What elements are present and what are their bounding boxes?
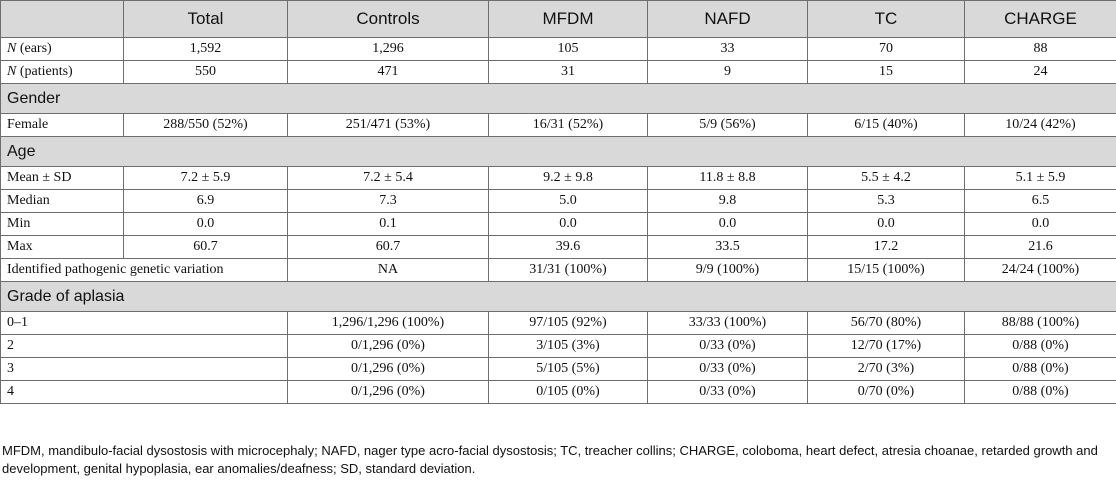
table-row-min — [1, 213, 1116, 236]
row-label: 3 — [1, 358, 288, 381]
table-cell: 9 — [648, 61, 808, 84]
table-row-female — [1, 114, 1116, 137]
table-cell: 33/33 (100%) — [648, 312, 808, 335]
table-cell: 0/33 (0%) — [648, 381, 808, 404]
table-cell: 31/31 (100%) — [489, 259, 648, 282]
table-cell: 39.6 — [489, 236, 648, 259]
table-cell: 21.6 — [965, 236, 1116, 259]
table-cell: 0.1 — [288, 213, 489, 236]
table-cell: 9.2 ± 9.8 — [489, 167, 648, 190]
table-cell: 7.2 ± 5.4 — [288, 167, 489, 190]
table-cell: 9.8 — [648, 190, 808, 213]
table-cell: 5.1 ± 5.9 — [965, 167, 1116, 190]
table-cell: 0.0 — [648, 213, 808, 236]
table-cell: 9/9 (100%) — [648, 259, 808, 282]
section-row-gender — [1, 84, 1116, 114]
section-heading-aplasia: Grade of aplasia — [1, 282, 1116, 312]
table-cell: 6/15 (40%) — [808, 114, 965, 137]
row-label: Min — [1, 213, 124, 236]
table-row-grade-2 — [1, 335, 1116, 358]
table-cell: 0.0 — [965, 213, 1116, 236]
row-label: 4 — [1, 381, 288, 404]
table-cell: 0/1,296 (0%) — [288, 358, 489, 381]
table-cell: 33.5 — [648, 236, 808, 259]
table-footnote: MFDM, mandibulo-facial dysostosis with microcephaly; NAFD, nager type acro-facial dysostosis; TC, treacher collins; CHARGE, coloboma, heart defect, atresia choanae, retarded growth and development, genital hypoplasia, ear anomalies/deafness; SD, standard deviation. — [2, 443, 1098, 476]
table-cell: 471 — [288, 61, 489, 84]
table-cell: 105 — [489, 38, 648, 61]
table-cell: 251/471 (53%) — [288, 114, 489, 137]
row-label: Female — [1, 114, 124, 137]
table-cell: 7.2 ± 5.9 — [124, 167, 288, 190]
table-cell: 0.0 — [808, 213, 965, 236]
table-cell: 16/31 (52%) — [489, 114, 648, 137]
table-cell: 0/88 (0%) — [965, 358, 1116, 381]
table-cell: 0/33 (0%) — [648, 358, 808, 381]
table-row-grade-3 — [1, 358, 1116, 381]
table-cell: 0/88 (0%) — [965, 335, 1116, 358]
table-row-n-ears — [1, 38, 1116, 61]
table-cell: 0.0 — [489, 213, 648, 236]
table-cell: 0/88 (0%) — [965, 381, 1116, 404]
table-cell: 97/105 (92%) — [489, 312, 648, 335]
header-tc: TC — [808, 1, 965, 38]
table-cell: 0/70 (0%) — [808, 381, 965, 404]
table-cell: 7.3 — [288, 190, 489, 213]
table-cell: 15 — [808, 61, 965, 84]
table-cell: 1,592 — [124, 38, 288, 61]
table-cell: 2/70 (3%) — [808, 358, 965, 381]
table-cell: 60.7 — [124, 236, 288, 259]
table-row-grade-4 — [1, 381, 1116, 404]
row-label: N (patients) — [1, 61, 124, 84]
table-cell: NA — [288, 259, 489, 282]
row-label: 2 — [1, 335, 288, 358]
table-cell: 0/1,296 (0%) — [288, 381, 489, 404]
section-row-age — [1, 137, 1116, 167]
table-cell: 12/70 (17%) — [808, 335, 965, 358]
table-cell: 6.9 — [124, 190, 288, 213]
row-label: Identified pathogenic genetic variation — [1, 259, 288, 282]
header-charge: CHARGE — [965, 1, 1116, 38]
table-cell: 11.8 ± 8.8 — [648, 167, 808, 190]
table-cell: 550 — [124, 61, 288, 84]
table-cell: 5.5 ± 4.2 — [808, 167, 965, 190]
table-cell: 31 — [489, 61, 648, 84]
header-nafd: NAFD — [648, 1, 808, 38]
table-cell: 56/70 (80%) — [808, 312, 965, 335]
header-controls: Controls — [288, 1, 489, 38]
table-cell: 10/24 (42%) — [965, 114, 1116, 137]
table-row-mean-sd — [1, 167, 1116, 190]
row-label: Mean ± SD — [1, 167, 124, 190]
table-cell: 5.3 — [808, 190, 965, 213]
header-empty-cell — [1, 1, 124, 38]
table-cell: 70 — [808, 38, 965, 61]
table-cell: 17.2 — [808, 236, 965, 259]
table-cell: 0/1,296 (0%) — [288, 335, 489, 358]
row-label: N (ears) — [1, 38, 124, 61]
table-cell: 1,296/1,296 (100%) — [288, 312, 489, 335]
table-cell: 60.7 — [288, 236, 489, 259]
table-cell: 15/15 (100%) — [808, 259, 965, 282]
row-label: Max — [1, 236, 124, 259]
table-cell: 3/105 (3%) — [489, 335, 648, 358]
section-heading-gender: Gender — [1, 84, 1116, 114]
table-row-genetic-variation — [1, 259, 1116, 282]
table-row-median — [1, 190, 1116, 213]
table-cell: 1,296 — [288, 38, 489, 61]
table-cell: 288/550 (52%) — [124, 114, 288, 137]
table-cell: 5/105 (5%) — [489, 358, 648, 381]
table-cell: 6.5 — [965, 190, 1116, 213]
table-cell: 24 — [965, 61, 1116, 84]
table-cell: 88 — [965, 38, 1116, 61]
table-cell: 5.0 — [489, 190, 648, 213]
section-heading-age: Age — [1, 137, 1116, 167]
row-label: 0–1 — [1, 312, 288, 335]
table-row-grade-0-1 — [1, 312, 1116, 335]
table-cell: 0.0 — [124, 213, 288, 236]
table-cell: 33 — [648, 38, 808, 61]
table-row-n-patients — [1, 61, 1116, 84]
table-cell: 0/33 (0%) — [648, 335, 808, 358]
table-cell: 5/9 (56%) — [648, 114, 808, 137]
table-cell: 24/24 (100%) — [965, 259, 1116, 282]
header-row — [1, 1, 1116, 38]
section-row-aplasia — [1, 282, 1116, 312]
header-total: Total — [124, 1, 288, 38]
row-label: Median — [1, 190, 124, 213]
table-cell: 88/88 (100%) — [965, 312, 1116, 335]
header-mfdm: MFDM — [489, 1, 648, 38]
table-row-max — [1, 236, 1116, 259]
table-cell: 0/105 (0%) — [489, 381, 648, 404]
